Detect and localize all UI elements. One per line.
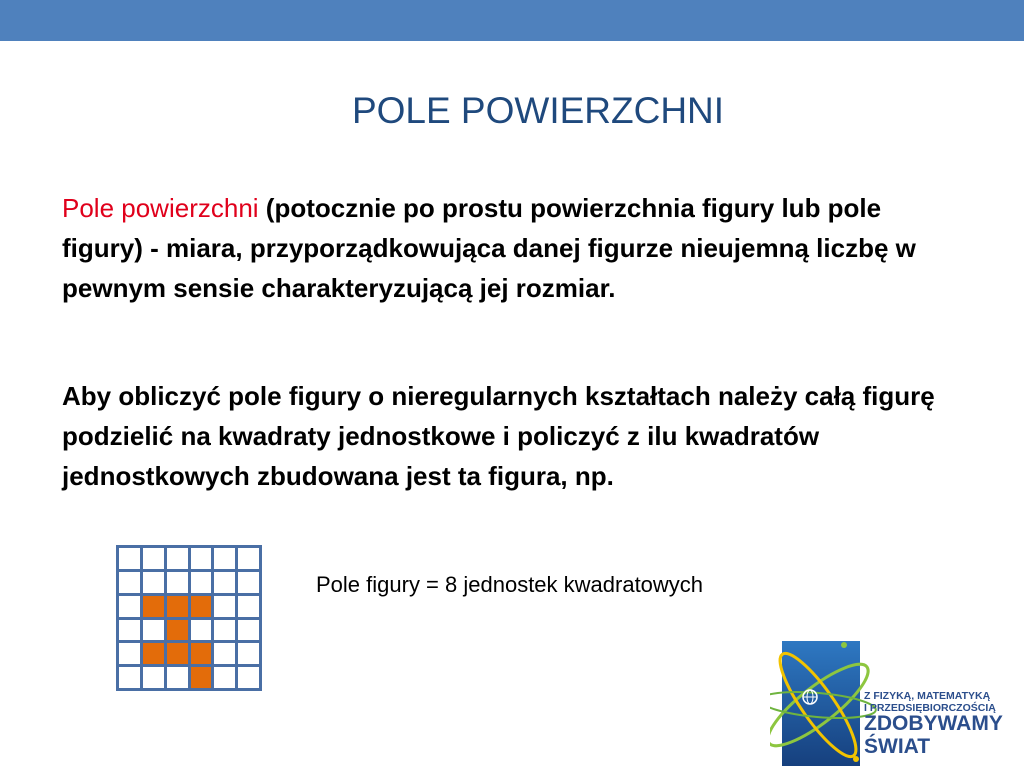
empty-unit-square <box>119 596 140 617</box>
empty-unit-square <box>238 620 259 641</box>
filled-unit-square <box>167 620 188 641</box>
empty-unit-square <box>143 620 164 641</box>
definition-term: Pole powierzchni <box>62 193 259 223</box>
logo-line-4: ŚWIAT <box>864 735 931 758</box>
filled-unit-square <box>167 596 188 617</box>
empty-unit-square <box>119 548 140 569</box>
filled-unit-square <box>143 596 164 617</box>
filled-unit-square <box>143 643 164 664</box>
empty-unit-square <box>167 667 188 688</box>
logo-line-2: I PRZEDSIĘBIORCZOŚCIĄ <box>864 702 996 714</box>
empty-unit-square <box>214 667 235 688</box>
empty-unit-square <box>238 572 259 593</box>
definition-paragraph <box>62 188 962 308</box>
unit-square-grid <box>116 545 262 691</box>
empty-unit-square <box>238 596 259 617</box>
empty-unit-square <box>119 643 140 664</box>
empty-unit-square <box>167 572 188 593</box>
slide-title: POLE POWIERZCHNI <box>351 90 725 131</box>
empty-unit-square <box>238 548 259 569</box>
top-accent-bar <box>0 0 1024 41</box>
filled-unit-square <box>191 667 212 688</box>
empty-unit-square <box>143 572 164 593</box>
empty-unit-square <box>238 643 259 664</box>
empty-unit-square <box>214 620 235 641</box>
logo-line-3: ZDOBYWAMY <box>864 712 1003 735</box>
definition-text: (potocznie po prostu powierzchnia figury lub pole figury) - miara, przyporządkowująca danej figurze nieujemną liczbę w pewnym sensie charakteryzującą jej rozmiar. <box>62 193 916 303</box>
filled-unit-square <box>191 596 212 617</box>
empty-unit-square <box>143 548 164 569</box>
empty-unit-square <box>214 548 235 569</box>
empty-unit-square <box>214 596 235 617</box>
empty-unit-square <box>214 572 235 593</box>
filled-unit-square <box>191 643 212 664</box>
empty-unit-square <box>167 548 188 569</box>
empty-unit-square <box>119 620 140 641</box>
filled-unit-square <box>167 643 188 664</box>
empty-unit-square <box>191 548 212 569</box>
area-result-text: Pole figury = 8 jednostek kwadratowych <box>316 572 704 597</box>
logo-line-1: Z FIZYKĄ, MATEMATYKĄ <box>864 690 991 702</box>
method-paragraph: Aby obliczyć pole figury o nieregularnych kształtach należy całą figurę podzielić na kwadraty jednostkowe i policzyć z ilu kwadratów jednostkowych zbudowana jest ta figura, np. <box>62 381 935 491</box>
empty-unit-square <box>191 572 212 593</box>
empty-unit-square <box>191 620 212 641</box>
empty-unit-square <box>119 667 140 688</box>
empty-unit-square <box>238 667 259 688</box>
empty-unit-square <box>143 667 164 688</box>
empty-unit-square <box>119 572 140 593</box>
empty-unit-square <box>214 643 235 664</box>
